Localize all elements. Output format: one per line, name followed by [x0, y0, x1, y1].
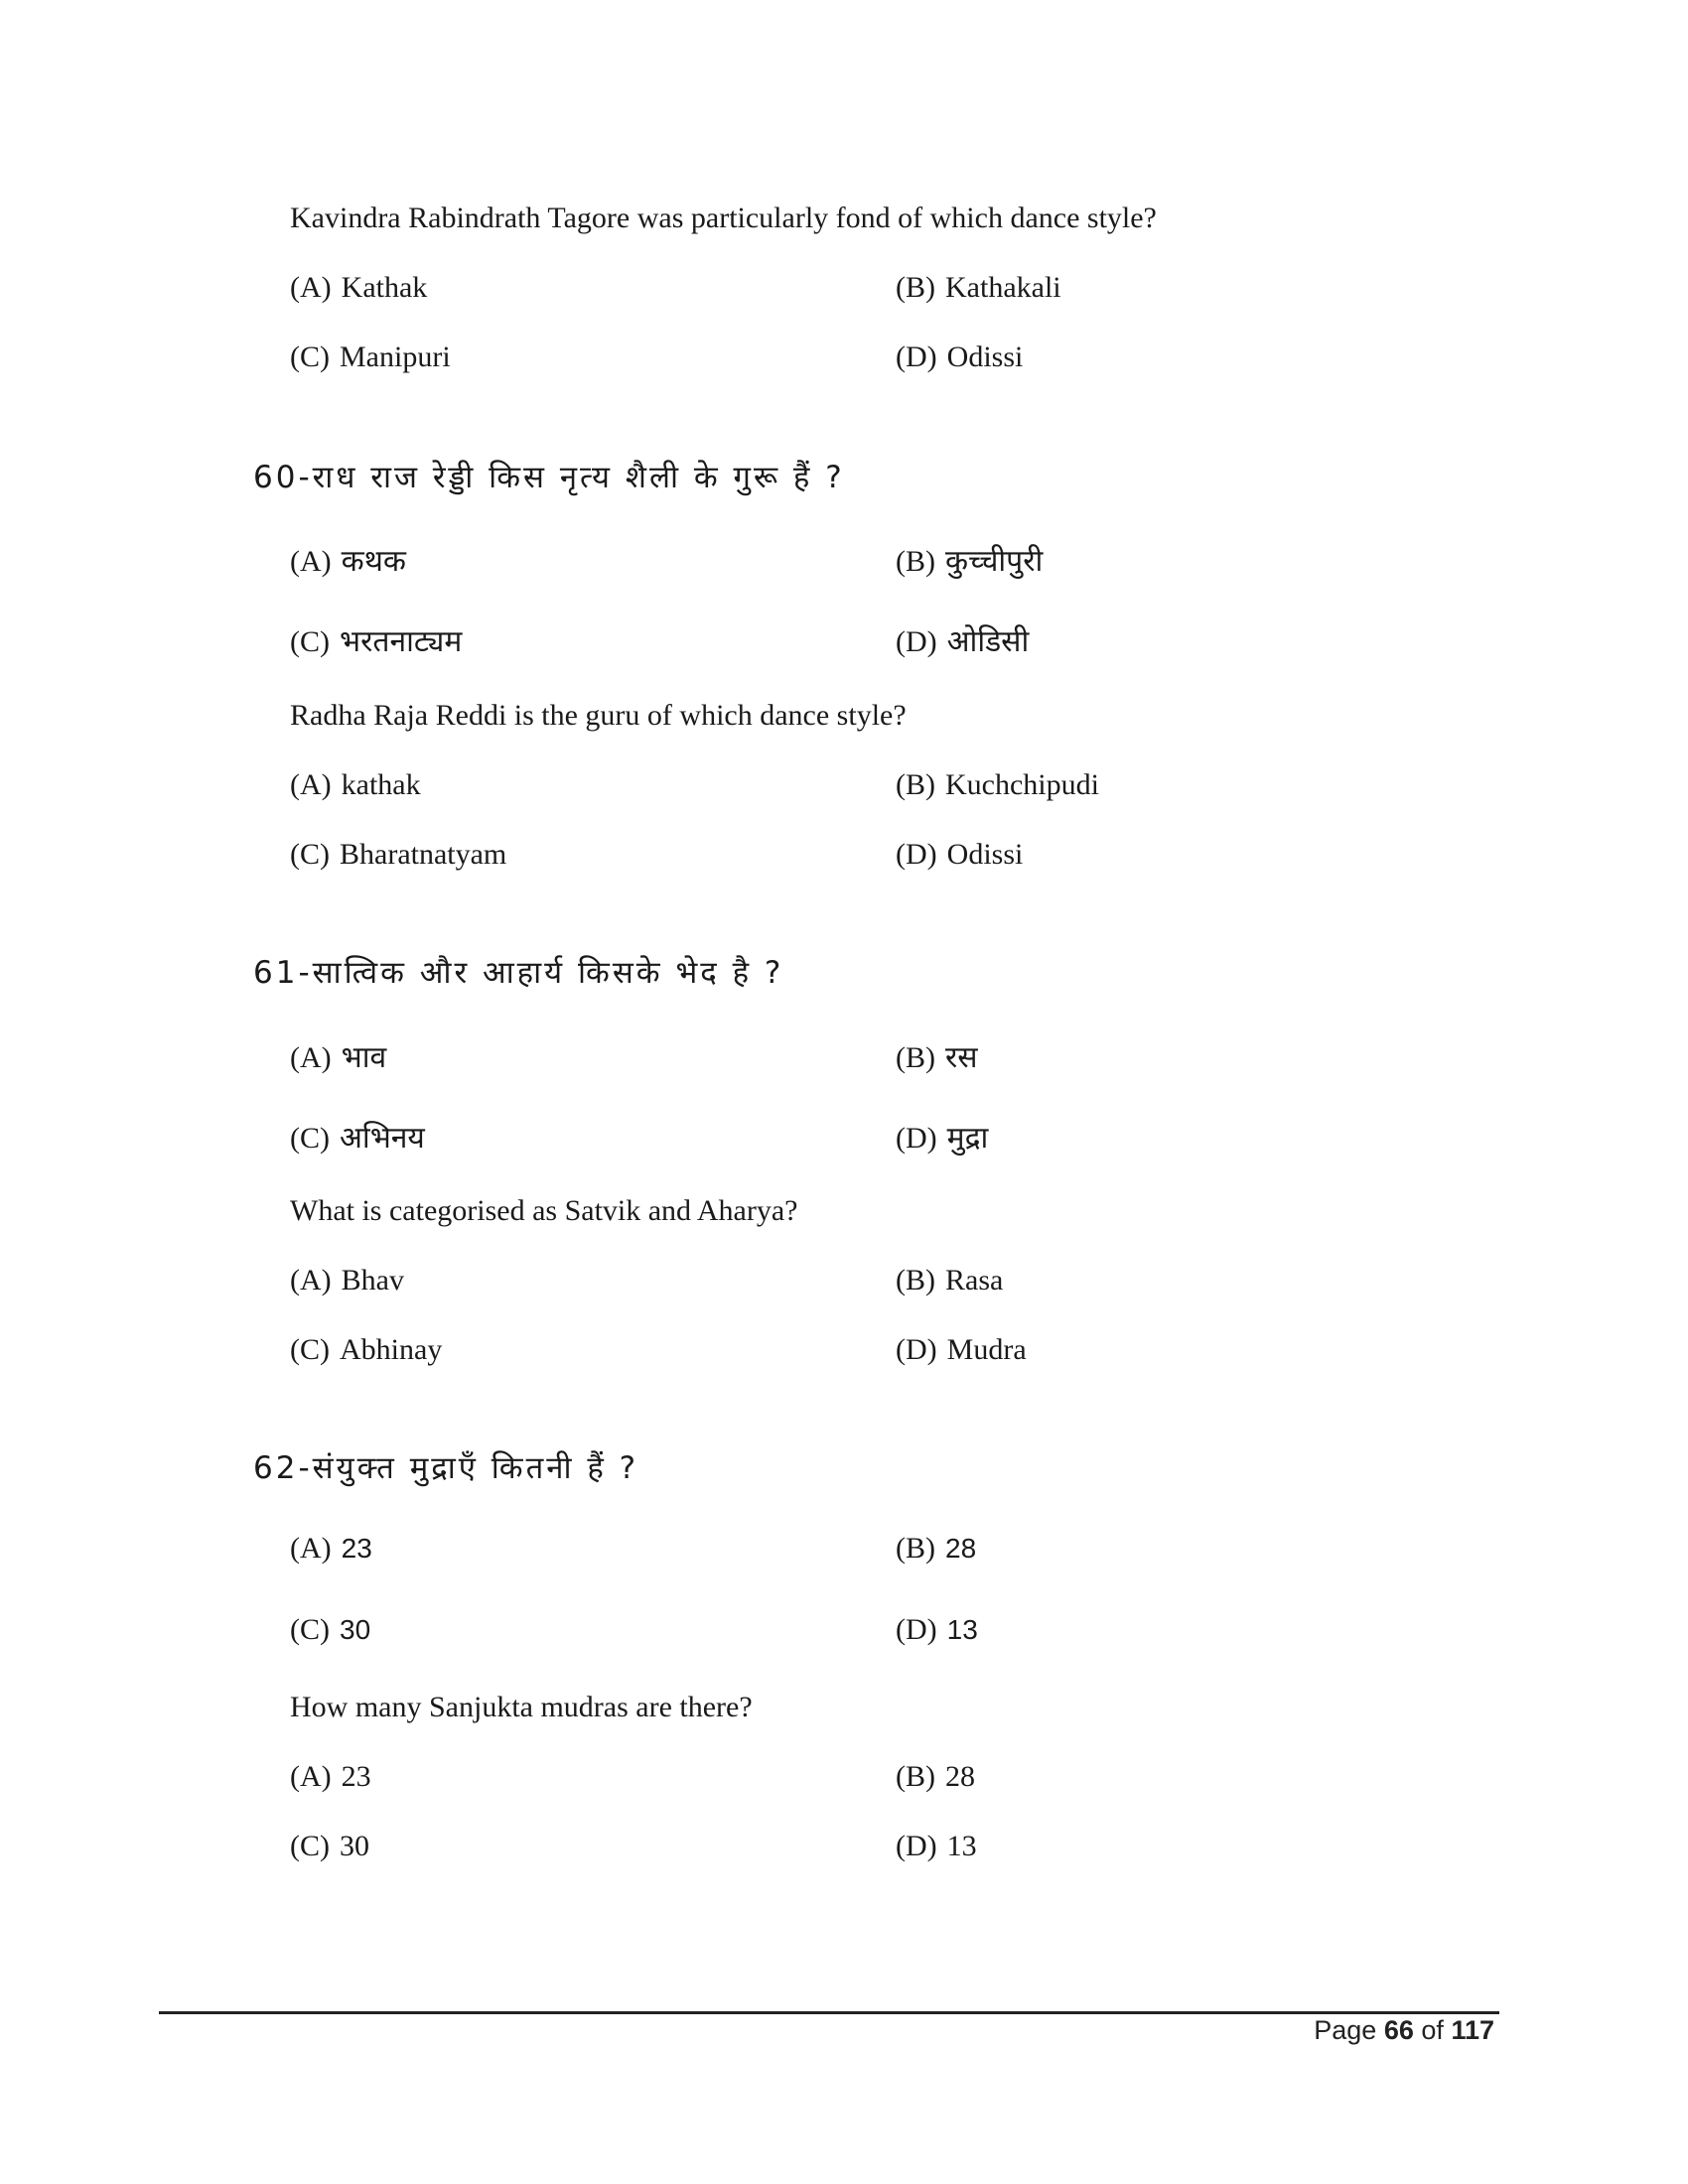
option-letter: (D) [896, 1122, 937, 1155]
question-62-english: How many Sanjukta mudras are there? [290, 1691, 753, 1723]
q60-en-option-c[interactable] [290, 838, 506, 872]
option-text: kathak [341, 768, 421, 801]
option-letter: (A) [290, 1760, 332, 1793]
q60-en-option-row-1 [290, 768, 1382, 808]
q59-option-d[interactable] [896, 341, 1023, 374]
option-text: अभिनय [340, 1121, 425, 1156]
option-text: 13 [946, 1614, 978, 1645]
q62-en-option-a[interactable] [290, 1760, 371, 1794]
q60-hi-option-b[interactable] [896, 539, 1043, 580]
q62-hi-option-b[interactable] [896, 1532, 976, 1566]
option-text: कुच्चीपुरी [945, 544, 1044, 579]
question-60-english: Radha Raja Reddi is the guru of which dance style? [290, 699, 907, 732]
of-word: of [1421, 2015, 1444, 2045]
option-letter: (B) [896, 1041, 935, 1074]
option-letter: (C) [290, 1613, 330, 1646]
q60-hi-option-c[interactable] [290, 619, 462, 660]
option-letter: (C) [290, 625, 330, 658]
q62-hi-option-row-1 [290, 1532, 1382, 1571]
q61-hi-option-row-2 [290, 1116, 1382, 1156]
option-letter: (C) [290, 1122, 330, 1155]
option-text: रस [945, 1040, 978, 1075]
option-letter: (D) [896, 1333, 937, 1366]
q59-option-a[interactable] [290, 271, 427, 305]
option-text: Bhav [341, 1264, 404, 1297]
footer-divider [159, 2011, 1499, 2014]
question-61-hindi: 61-सात्विक और आहार्य किसके भेद है ? [253, 955, 784, 991]
q60-en-option-d[interactable] [896, 838, 1023, 872]
option-letter: (D) [896, 838, 937, 871]
option-text: 23 [341, 1760, 371, 1793]
q61-en-option-row-2 [290, 1333, 1382, 1373]
option-text: Kathak [341, 271, 428, 304]
option-letter: (D) [896, 1830, 937, 1862]
q62-hi-option-a[interactable] [290, 1532, 372, 1566]
option-letter: (D) [896, 625, 937, 658]
q62-hi-option-d[interactable] [896, 1613, 978, 1647]
q62-en-option-d[interactable] [896, 1830, 977, 1863]
q61-en-option-d[interactable] [896, 1333, 1027, 1367]
q62-hi-option-c[interactable] [290, 1613, 370, 1647]
option-letter: (C) [290, 1830, 330, 1862]
q62-hi-option-row-2 [290, 1613, 1382, 1653]
option-letter: (C) [290, 341, 330, 373]
q60-en-option-row-2 [290, 838, 1382, 878]
q60-hi-option-row-2 [290, 619, 1382, 659]
q61-hi-option-c[interactable] [290, 1116, 425, 1157]
option-text: मुद्रा [946, 1121, 989, 1156]
q61-hi-option-a[interactable] [290, 1035, 386, 1076]
q61-en-option-b[interactable] [896, 1264, 1003, 1297]
option-letter: (A) [290, 271, 332, 304]
q60-hi-option-row-1 [290, 539, 1382, 579]
q60-en-option-b[interactable] [896, 768, 1099, 802]
page-number [1314, 2015, 1494, 2046]
option-letter: (B) [896, 1760, 935, 1793]
option-letter: (D) [896, 341, 937, 373]
option-text: Mudra [946, 1333, 1027, 1366]
q62-en-option-row-2 [290, 1830, 1382, 1869]
q59-option-c[interactable] [290, 341, 451, 374]
option-letter: (D) [896, 1613, 937, 1646]
q61-en-option-row-1 [290, 1264, 1382, 1303]
option-letter: (C) [290, 838, 330, 871]
q62-en-option-c[interactable] [290, 1830, 369, 1863]
option-text: Abhinay [340, 1333, 443, 1366]
option-text: 30 [340, 1614, 371, 1645]
option-text: Kuchchipudi [945, 768, 1099, 801]
q61-en-option-a[interactable] [290, 1264, 404, 1297]
q61-hi-option-d[interactable] [896, 1116, 988, 1157]
option-text: 23 [341, 1533, 372, 1564]
option-letter: (B) [896, 1532, 935, 1565]
question-62-hindi: 62-संयुक्त मुद्राएँ कितनी हैं ? [253, 1450, 639, 1486]
option-letter: (B) [896, 1264, 935, 1297]
q59-option-b[interactable] [896, 271, 1061, 305]
option-letter: (B) [896, 271, 935, 304]
option-letter: (A) [290, 545, 332, 578]
option-letter: (B) [896, 545, 935, 578]
option-text: Kathakali [945, 271, 1061, 304]
option-letter: (A) [290, 1041, 332, 1074]
q62-en-option-row-1 [290, 1760, 1382, 1800]
q61-en-option-c[interactable] [290, 1333, 442, 1367]
question-59-english: Kavindra Rabindrath Tagore was particularly fond of which dance style? [290, 202, 1157, 234]
option-text: भरतनाट्यम [340, 624, 463, 659]
option-text: भाव [341, 1040, 387, 1075]
q59-option-row-1 [290, 271, 1382, 311]
option-text: Bharatnatyam [340, 838, 507, 871]
option-text: 13 [946, 1830, 977, 1862]
q59-option-row-2 [290, 341, 1382, 380]
current-page: 66 [1383, 2015, 1414, 2045]
q61-hi-option-row-1 [290, 1035, 1382, 1075]
option-text: Manipuri [340, 341, 451, 373]
option-text: 28 [945, 1760, 975, 1793]
option-text: 28 [945, 1533, 977, 1564]
option-letter: (C) [290, 1333, 330, 1366]
question-61-english: What is categorised as Satvik and Aharya? [290, 1194, 798, 1227]
q60-en-option-a[interactable] [290, 768, 421, 802]
option-text: 30 [340, 1830, 369, 1862]
q60-hi-option-a[interactable] [290, 539, 406, 580]
option-text: कथक [341, 544, 406, 579]
page-word: Page [1314, 2015, 1377, 2045]
option-text: Odissi [946, 838, 1024, 871]
option-letter: (B) [896, 768, 935, 801]
option-text: Rasa [945, 1264, 1004, 1297]
total-pages: 117 [1451, 2015, 1494, 2045]
option-text: Odissi [946, 341, 1024, 373]
option-letter: (A) [290, 1532, 332, 1565]
q60-hi-option-d[interactable] [896, 619, 1029, 660]
option-letter: (A) [290, 768, 332, 801]
question-60-hindi: 60-राध राज रेड्डी किस नृत्य शैली के गुरू हैं ? [253, 460, 845, 495]
q62-en-option-b[interactable] [896, 1760, 975, 1794]
option-letter: (A) [290, 1264, 332, 1297]
q61-hi-option-b[interactable] [896, 1035, 978, 1076]
option-text: ओडिसी [946, 624, 1030, 659]
